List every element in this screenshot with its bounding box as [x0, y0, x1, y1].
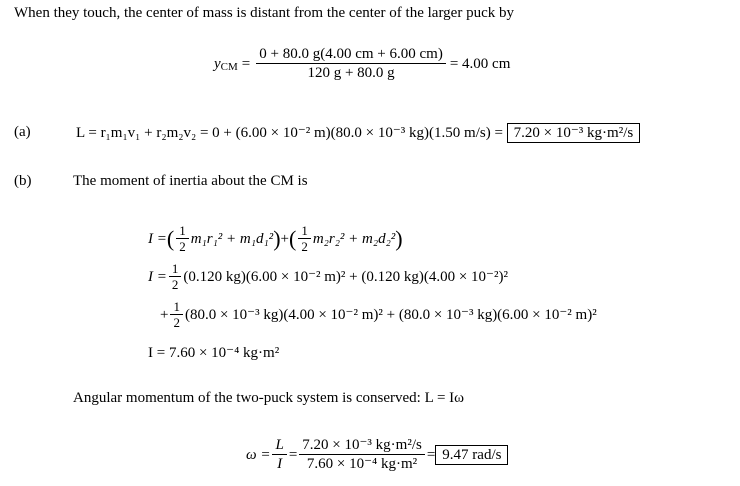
inertia-line-3	[160, 300, 597, 329]
half-fraction-2	[298, 224, 311, 253]
half-num: 1	[298, 224, 311, 239]
omega-lhs: ω =	[246, 446, 271, 463]
omega-equation	[246, 437, 508, 472]
ycm-subscript: CM	[220, 61, 238, 73]
half-num: 1	[169, 262, 182, 277]
part-a-equation	[76, 123, 640, 143]
part-a-label: (a)	[14, 124, 31, 140]
half-fraction-3	[169, 262, 182, 291]
inertia-line-2	[148, 262, 508, 291]
inertia-lhs-1: I =	[148, 230, 167, 247]
answer-box-a: 7.20 × 10⁻³ kg·m²/s	[507, 123, 641, 143]
inertia-expression-2: (0.120 kg)(6.00 × 10⁻² m)² + (0.120 kg)(4.00 × 10⁻²)²	[183, 268, 508, 285]
half-fraction-4	[170, 300, 183, 329]
half-num: 1	[170, 300, 183, 315]
part-b-label: (b)	[14, 173, 32, 189]
half-den: 2	[173, 315, 180, 330]
omega-frac2-num: 7.20 × 10⁻³ kg·m²/s	[299, 437, 425, 455]
answer-box-omega: 9.47 rad/s	[435, 445, 508, 465]
inertia-expression-3: (80.0 × 10⁻³ kg)(4.00 × 10⁻² m)² + (80.0 × 10⁻³ kg)(6.00 × 10⁻² m)²	[184, 306, 597, 323]
ycm-fraction	[256, 46, 446, 81]
half-fraction-1	[176, 224, 189, 253]
omega-fraction-2	[299, 437, 425, 472]
half-den: 2	[301, 239, 308, 254]
omega-frac1-num: L	[272, 437, 286, 455]
inertia-plus-3: +	[160, 306, 169, 323]
inertia-term-2: m₂r₂² + m₂d₂²	[312, 230, 396, 247]
omega-fraction-1	[272, 437, 286, 472]
conservation-text: Angular momentum of the two-puck system is conserved: L = Iω	[73, 390, 465, 406]
ycm-equals: =	[241, 55, 251, 72]
ycm-equation	[214, 46, 510, 81]
half-den: 2	[171, 277, 179, 292]
inertia-result: I = 7.60 × 10⁻⁴ kg·m²	[148, 345, 280, 361]
angular-momentum-expression: L = r₁m₁v₁ + r₂m₂v₂ = 0 + (6.00 × 10⁻² m)(80.0 × 10⁻³ kg)(1.50 m/s) =	[76, 125, 503, 141]
ycm-symbol: y	[214, 55, 221, 72]
plus-sign: +	[280, 230, 289, 247]
half-num: 1	[176, 224, 189, 239]
omega-equals-1: =	[288, 446, 298, 463]
inertia-term-1: m₁r₁² + m₁d₁²	[190, 230, 274, 247]
inertia-line-1: I = ( $\frac{1}{2}$ m₁r₁² + m₁d₁² ) + ( $\frac{1}{2}$ m₂r₂² + m₂d₂² )	[148, 223, 403, 254]
half-den: 2	[179, 239, 186, 254]
omega-frac2-den: 7.60 × 10⁻⁴ kg·m²	[306, 456, 418, 472]
inertia-lhs-2: I =	[148, 268, 167, 285]
ycm-result: = 4.00 cm	[449, 55, 511, 72]
part-b-text: The moment of inertia about the CM is	[73, 173, 308, 189]
ycm-denominator: 120 g + 80.0 g	[307, 65, 395, 81]
omega-frac1-den: I	[277, 456, 283, 472]
ycm-numerator: 0 + 80.0 g(4.00 cm + 6.00 cm)	[256, 46, 446, 64]
omega-equals-2: =	[426, 446, 436, 463]
intro-text: When they touch, the center of mass is distant from the center of the larger puck by	[14, 5, 514, 21]
